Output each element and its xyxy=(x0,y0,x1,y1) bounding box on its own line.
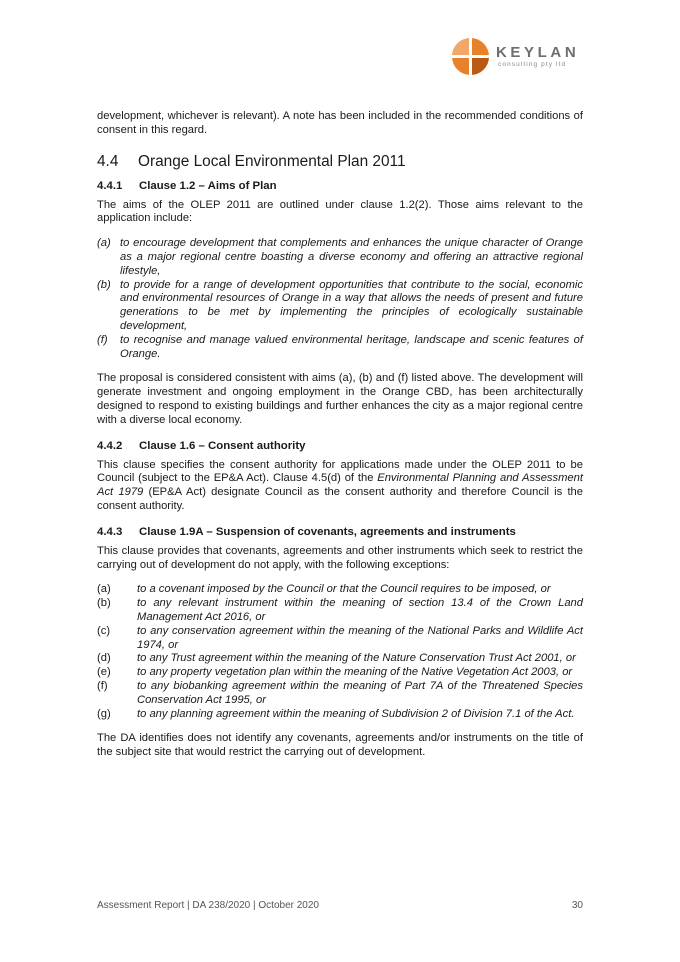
list-item xyxy=(97,237,583,278)
logo-subtitle: consulting pty ltd xyxy=(498,61,567,68)
subsection-number: 4.4.1 xyxy=(97,179,123,192)
subsection-heading-443 xyxy=(97,525,583,539)
subsection-title: Clause 1.2 – Aims of Plan xyxy=(139,179,277,192)
list-item-label: (e) xyxy=(97,666,111,679)
section-heading xyxy=(97,153,583,171)
list-item-text: to any property vegetation plan within the meaning of the Native Vegetation Act 2003, or xyxy=(137,666,573,679)
list-item-label: (f) xyxy=(97,333,108,346)
exceptions-list xyxy=(97,583,583,721)
page-number: 30 xyxy=(571,900,583,911)
list-item xyxy=(97,680,583,708)
footer-text: Assessment Report | DA 238/2020 | October 2020 xyxy=(97,900,319,911)
list-item xyxy=(97,625,583,653)
list-item xyxy=(97,708,583,722)
list-item-text: to any Trust agreement within the meaning of the Nature Conservation Trust Act 2001, or xyxy=(137,652,576,665)
logo-name: KEYLAN xyxy=(496,44,580,61)
aims-list xyxy=(97,237,583,361)
subsection-heading-441 xyxy=(97,179,583,193)
list-item-label: (g) xyxy=(97,707,111,720)
list-item xyxy=(97,597,583,625)
intro-paragraph: development, whichever is relevant). A note has been included in the recommended conditions of consent in this regard. xyxy=(97,110,583,136)
logo-mark-icon xyxy=(452,38,489,75)
list-item-label: (b) xyxy=(97,597,111,610)
list-item-text: to any relevant instrument within the meaning of section 13.4 of the Crown Land Management Act 2016, or xyxy=(137,597,583,623)
section-title: Orange Local Environmental Plan 2011 xyxy=(138,152,406,170)
exceptions-intro: This clause provides that covenants, agreements and other instruments which seek to restrict the carrying out of development do not apply, with the following exceptions: xyxy=(97,544,583,571)
list-item-label: (d) xyxy=(97,652,111,665)
list-item-label: (c) xyxy=(97,624,111,637)
page-body xyxy=(97,110,583,771)
exceptions-conclusion: The DA identifies does not identify any covenants, agreements and/or instruments on the title of the subject site that would restrict the carrying out of development. xyxy=(97,732,583,759)
list-item-text: to provide for a range of development opportunities that contribute to the social, economic and environmental resources of Orange in a way that allows the needs of present and future generations to be met by implementing the principles of ecologically sustainable development, xyxy=(120,278,583,332)
subsection-number: 4.4.2 xyxy=(97,439,123,452)
act-title: Environmental Planning and Assessment Act 1979 xyxy=(97,472,583,499)
list-item-label: (f) xyxy=(97,679,108,692)
list-item xyxy=(97,583,583,597)
list-item-text: to encourage development that complements and enhances the unique character of Orange as a major regional centre boasting a diverse economy and offering an attractive regional lifestyle, xyxy=(120,237,583,277)
list-item-label: (a) xyxy=(97,237,111,250)
list-item-text: to any planning agreement within the meaning of Subdivision 2 of Division 7.1 of the Act. xyxy=(137,707,575,720)
subsection-number: 4.4.3 xyxy=(97,525,123,538)
subsection-title: Clause 1.6 – Consent authority xyxy=(139,439,306,452)
page-footer xyxy=(97,900,583,911)
list-item-text: to a covenant imposed by the Council or that the Council requires to be imposed, or xyxy=(137,583,551,596)
aims-conclusion: The proposal is considered consistent with aims (a), (b) and (f) listed above. The development will generate investment and ongoing employment in the Orange CBD, has been architecturally designed to respond to existing buildings and further enhances the city as a major regional centre with a diverse local economy. xyxy=(97,372,583,426)
list-item-text: to any conservation agreement within the meaning of the National Parks and Wildlife Act 1974, or xyxy=(137,624,583,651)
list-item xyxy=(97,334,583,362)
list-item xyxy=(97,279,583,334)
list-item-label: (a) xyxy=(97,583,111,596)
list-item-text: to any biobanking agreement within the meaning of Part 7A of the Threatened Species Conservation Act 1995, or xyxy=(137,679,583,706)
text-run: This clause specifies the consent authority for applications made under the OLEP 2011 to be Council (subject to the EP&A Act). Clause 4.5(d) of the xyxy=(97,458,583,485)
list-item xyxy=(97,666,583,680)
subsection-title: Clause 1.9A – Suspension of covenants, agreements and instruments xyxy=(139,525,516,538)
aims-intro: The aims of the OLEP 2011 are outlined under clause 1.2(2). Those aims relevant to the application include: xyxy=(97,198,583,225)
text-run: (EP&A Act) designate Council as the consent authority and therefore Council is the consent authority. xyxy=(97,486,583,512)
keylan-logo xyxy=(452,38,592,78)
consent-authority-paragraph xyxy=(97,459,583,514)
list-item-text: to recognise and manage valued environmental heritage, landscape and scenic features of Orange. xyxy=(120,333,583,360)
subsection-heading-442 xyxy=(97,439,583,453)
section-number: 4.4 xyxy=(97,152,119,170)
list-item xyxy=(97,652,583,666)
list-item-label: (b) xyxy=(97,278,111,291)
